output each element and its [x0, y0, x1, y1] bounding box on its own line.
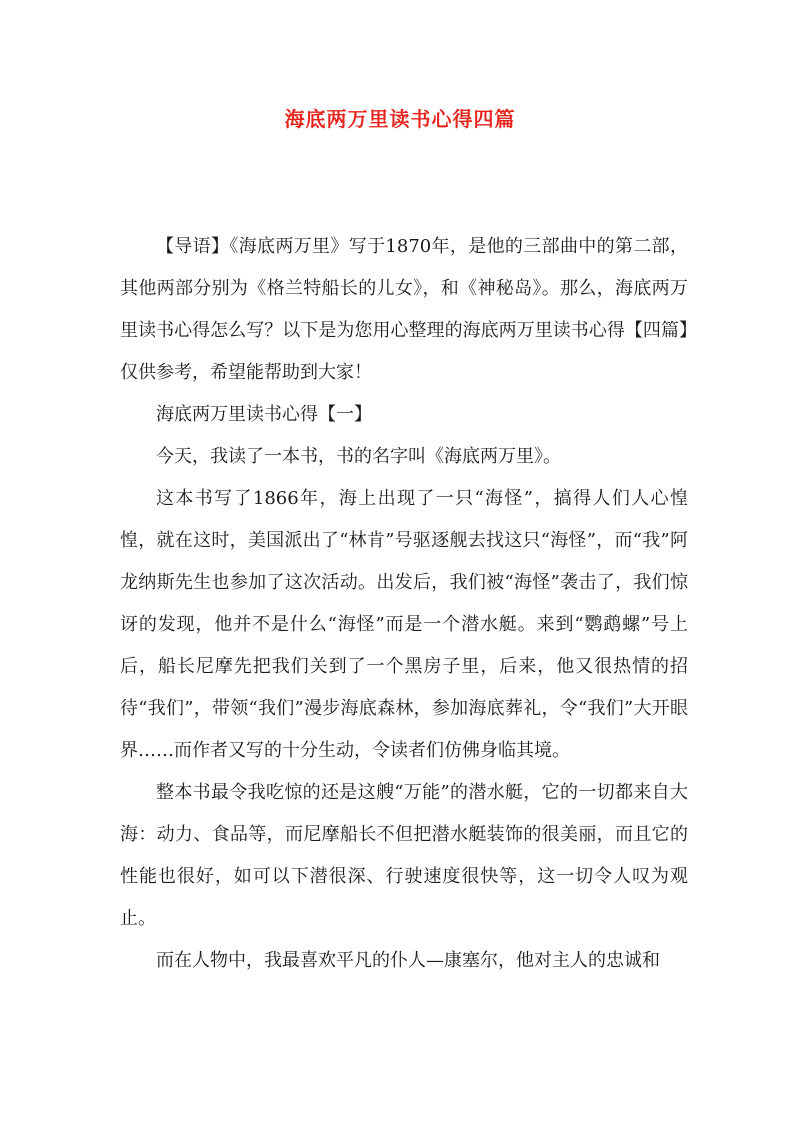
document-title: 海底两万里读书心得四篇 [284, 107, 516, 131]
body-paragraph: 整本书最令我吃惊的还是这艘“万能”的潜水艇，它的一切都来自大海：动力、食品等，而尼摩船长不但把潜水艇装饰的很美丽，而且它的性能也很好，如可以下潜很深、行驶速度很快等，这一切令人叹为观止。 [120, 782, 688, 929]
intro-paragraph: 【导语】《海底两万里》写于1870年，是他的三部曲中的第二部，其他两部分别为《格兰特船长的儿女》，和《神秘岛》。那么，海底两万里读书心得怎么写？以下是为您用心整理的海底两万里读书心得【四篇】仅供参考，希望能帮助到大家！ [120, 236, 688, 383]
section-heading-1: 海底两万里读书心得【一】 [156, 404, 372, 425]
body-paragraph: 而在人物中，我最喜欢平凡的仆人—康塞尔，他对主人的忠诚和 [156, 950, 660, 971]
body-paragraph: 这本书写了1866年，海上出现了一只“海怪”，搞得人们人心惶惶，就在这时，美国派出了“林肯”号驱逐舰去找这只“海怪”，而“我”阿龙纳斯先生也参加了这次活动。出发后，我们被“海怪”袭击了，我们惊讶的发现，他并不是什么“海怪”而是一个潜水艇。来到“鹦鹉螺”号上后，船长尼摩先把我们关到了一个黑房子里，后来，他又很热情的招待“我们”，带领“我们”漫步海底森林，参加海底葬礼，令“我们”大开眼界……而作者又写的十分生动，令读者们仿佛身临其境。 [120, 488, 688, 761]
body-paragraph: 今天，我读了一本书，书的名字叫《海底两万里》。 [156, 446, 561, 467]
document-body [120, 226, 688, 982]
